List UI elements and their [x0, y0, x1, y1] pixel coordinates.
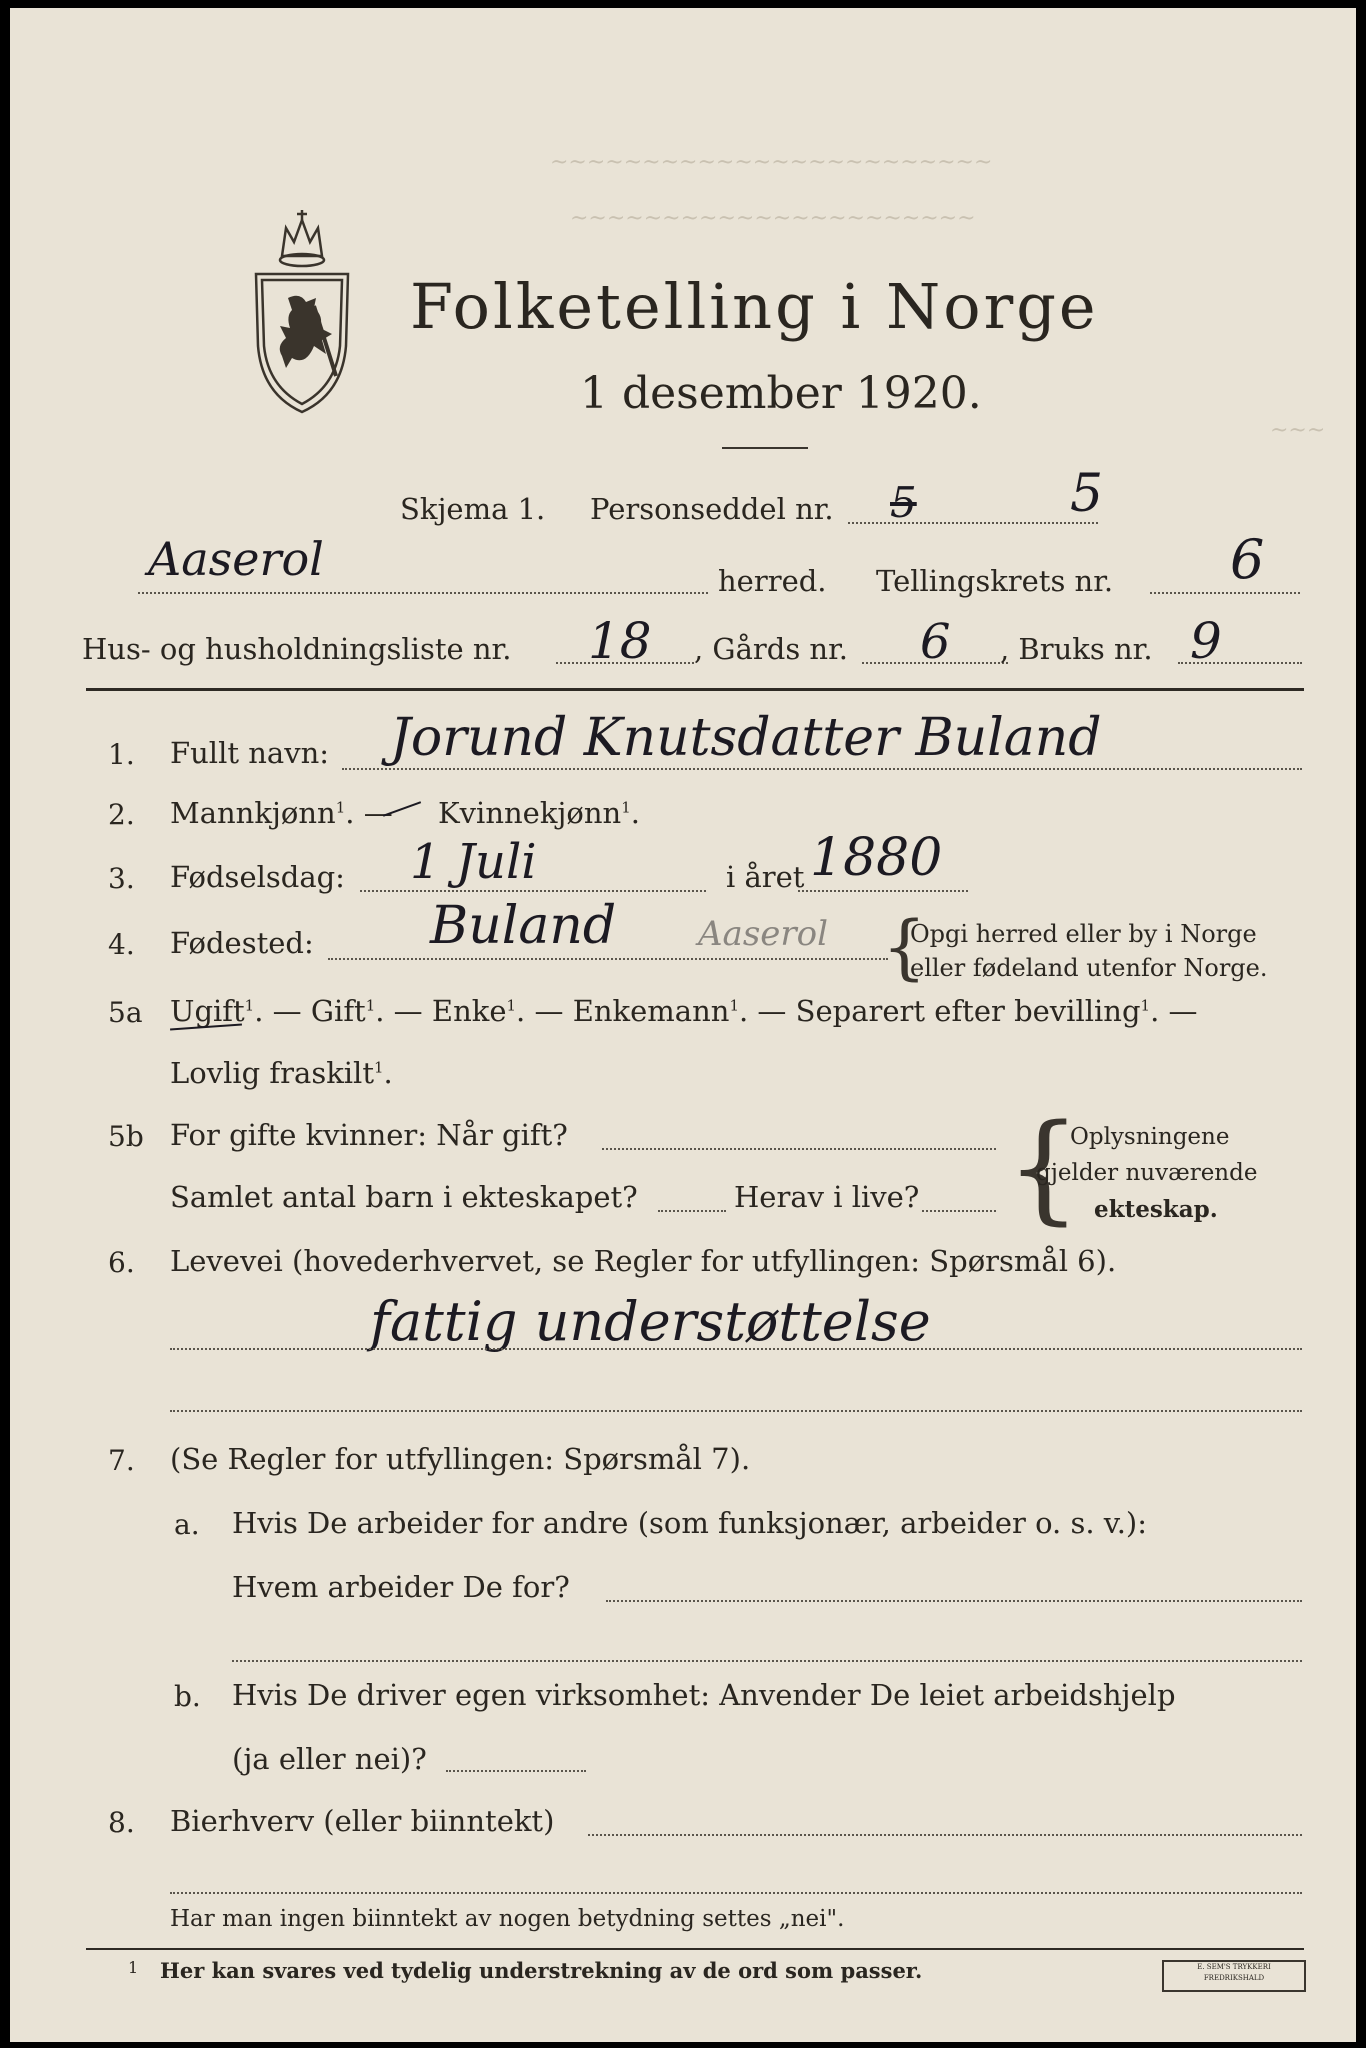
q5b-label: For gifte kvinner: Når gift?: [170, 1118, 568, 1152]
q4-line: [328, 958, 888, 960]
q8-label: Bierhverv (eller biinntekt): [170, 1804, 555, 1838]
q5b-note-1: Oplysningene: [1070, 1124, 1230, 1150]
q5b-label-3: Herav i live?: [734, 1180, 920, 1214]
herred-value: Aaserol: [148, 532, 324, 586]
stamp-line-2: FREDRIKSHALD: [1203, 1974, 1265, 1982]
stamp-line-1: E. SEM'S TRYKKERI: [1197, 1963, 1271, 1971]
tellingskrets-line: [1150, 592, 1300, 594]
q3-year-value: 1880: [810, 828, 943, 888]
q7-number: 7.: [108, 1444, 135, 1477]
q7-label: (Se Regler for utfyllingen: Spørsmål 7).: [170, 1442, 751, 1476]
q7b-number: b.: [174, 1680, 201, 1713]
q5a-options: Ugift$^1$. — Gift$^1$. — Enke$^1$. — Enkemann$^1$. — Separert efter bevilling$^1$. —: [170, 994, 1198, 1028]
form-title: Folketelling i Norge: [410, 270, 1099, 343]
title-divider: [722, 447, 808, 449]
q1-value: Jorund Knutsdatter Buland: [390, 708, 1102, 768]
bleed-through-text: ~~~~~~~~~~~~~~~~~~~~~~~~: [550, 150, 993, 175]
tellingskrets-value: 6: [1230, 528, 1265, 591]
q5b-line-3: [922, 1210, 996, 1212]
q5b-label-2: Samlet antal barn i ekteskapet?: [170, 1180, 638, 1214]
q7b-label: Hvis De driver egen virksomhet: Anvender De leiet arbeidshjelp: [232, 1678, 1176, 1712]
q5a-gift: Gift: [310, 994, 366, 1028]
q7a-line-1: [606, 1600, 1302, 1602]
q6-label: Levevei (hovederhvervet, se Regler for utfyllingen: Spørsmål 6).: [170, 1244, 1117, 1278]
q6-line-2: [170, 1410, 1302, 1412]
q3-value: 1 Juli: [410, 834, 537, 890]
q5a-enke: Enke: [431, 994, 507, 1028]
personseddel-line: [848, 522, 1098, 524]
printer-stamp: [1162, 1960, 1306, 1992]
bleed-through-text: ~~~: [1270, 418, 1326, 443]
q7a-number: a.: [174, 1508, 200, 1541]
tellingskrets-label: Tellingskrets nr.: [876, 564, 1114, 598]
q4-number: 4.: [108, 928, 135, 961]
header-rule: [86, 688, 1304, 691]
q4-brace: {: [882, 906, 927, 988]
q5a-number: 5a: [108, 996, 143, 1029]
q7b-label-2: (ja eller nei)?: [232, 1742, 427, 1776]
q5b-number: 5b: [108, 1120, 144, 1153]
q5a-separert: Separert efter bevilling: [795, 994, 1141, 1028]
q4-value-faint: Aaserol: [698, 914, 828, 954]
q7a-label: Hvis De arbeider for andre (som funksjonær, arbeider o. s. v.):: [232, 1506, 1148, 1540]
q5b-note-2: gjelder nuværende: [1036, 1160, 1258, 1186]
q8-number: 8.: [108, 1806, 135, 1839]
q2-kvinne: Kvinnekjønn$^1$.: [438, 796, 640, 830]
gards-value: 6: [920, 614, 951, 670]
q7a-label-2: Hvem arbeider De for?: [232, 1570, 570, 1604]
bruks-label: , Bruks nr.: [1000, 632, 1153, 666]
q5b-brace: {: [1006, 1098, 1082, 1236]
q8-line-2: [170, 1892, 1302, 1894]
q3-label: Fødselsdag:: [170, 860, 345, 894]
q5b-line: [602, 1148, 996, 1150]
census-form-page: [10, 8, 1356, 2042]
footnote-mark: 1: [128, 1958, 139, 1977]
q1-number: 1.: [108, 738, 135, 771]
q4-note-1: Opgi herred eller by i Norge: [910, 920, 1257, 948]
husliste-label: Hus- og husholdningsliste nr.: [82, 632, 512, 666]
herred-line: [138, 592, 708, 594]
q4-note-2: eller fødeland utenfor Norge.: [910, 954, 1268, 982]
personseddel-value: 5: [1070, 464, 1104, 524]
q8-line-1: [588, 1834, 1302, 1836]
q3-year-line: [798, 890, 968, 892]
q2-mann: Mannkjønn$^1$. —: [170, 796, 393, 830]
footnote-text: Her kan svares ved tydelig understrekning av de ord som passer.: [160, 1958, 923, 1983]
q6-number: 6.: [108, 1246, 135, 1279]
q5a-enkemann: Enkemann: [572, 994, 730, 1028]
q5b-note-3: ekteskap.: [1094, 1196, 1218, 1223]
q3-line: [360, 890, 706, 892]
footer-rule: [86, 1948, 1304, 1950]
q7a-line-2: [232, 1660, 1302, 1662]
q4-label: Fødested:: [170, 926, 314, 960]
q5a-fraskilt: Lovlig fraskilt$^1$.: [170, 1056, 393, 1090]
personseddel-struck: 5: [890, 478, 917, 527]
gards-label: , Gårds nr.: [694, 632, 848, 666]
footer-note: Har man ingen biinntekt av nogen betydning settes „nei".: [170, 1906, 845, 1932]
bleed-through-text: ~~~~~~~~~~~~~~~~~~~~~~: [570, 206, 976, 231]
q7b-line: [446, 1770, 586, 1772]
q2-number: 2.: [108, 798, 135, 831]
q1-line: [342, 768, 1302, 770]
herred-label: herred.: [718, 564, 827, 598]
q5b-line-2: [658, 1210, 726, 1212]
q6-value: fattig understøttelse: [370, 1290, 931, 1353]
q1-label: Fullt navn:: [170, 736, 330, 770]
q6-line-1: [170, 1348, 1302, 1350]
husliste-value: 18: [588, 612, 652, 670]
norway-coat-of-arms-icon: [242, 206, 362, 421]
q3-number: 3.: [108, 862, 135, 895]
personseddel-label: Personseddel nr.: [590, 492, 834, 526]
q4-value: Buland: [430, 896, 617, 956]
q3-year-label: i året: [726, 860, 805, 894]
census-date: 1 desember 1920.: [580, 368, 982, 419]
q5a-ugift: Ugift: [170, 994, 245, 1028]
bruks-value: 9: [1190, 612, 1222, 670]
skjema-label: Skjema 1.: [400, 492, 546, 526]
